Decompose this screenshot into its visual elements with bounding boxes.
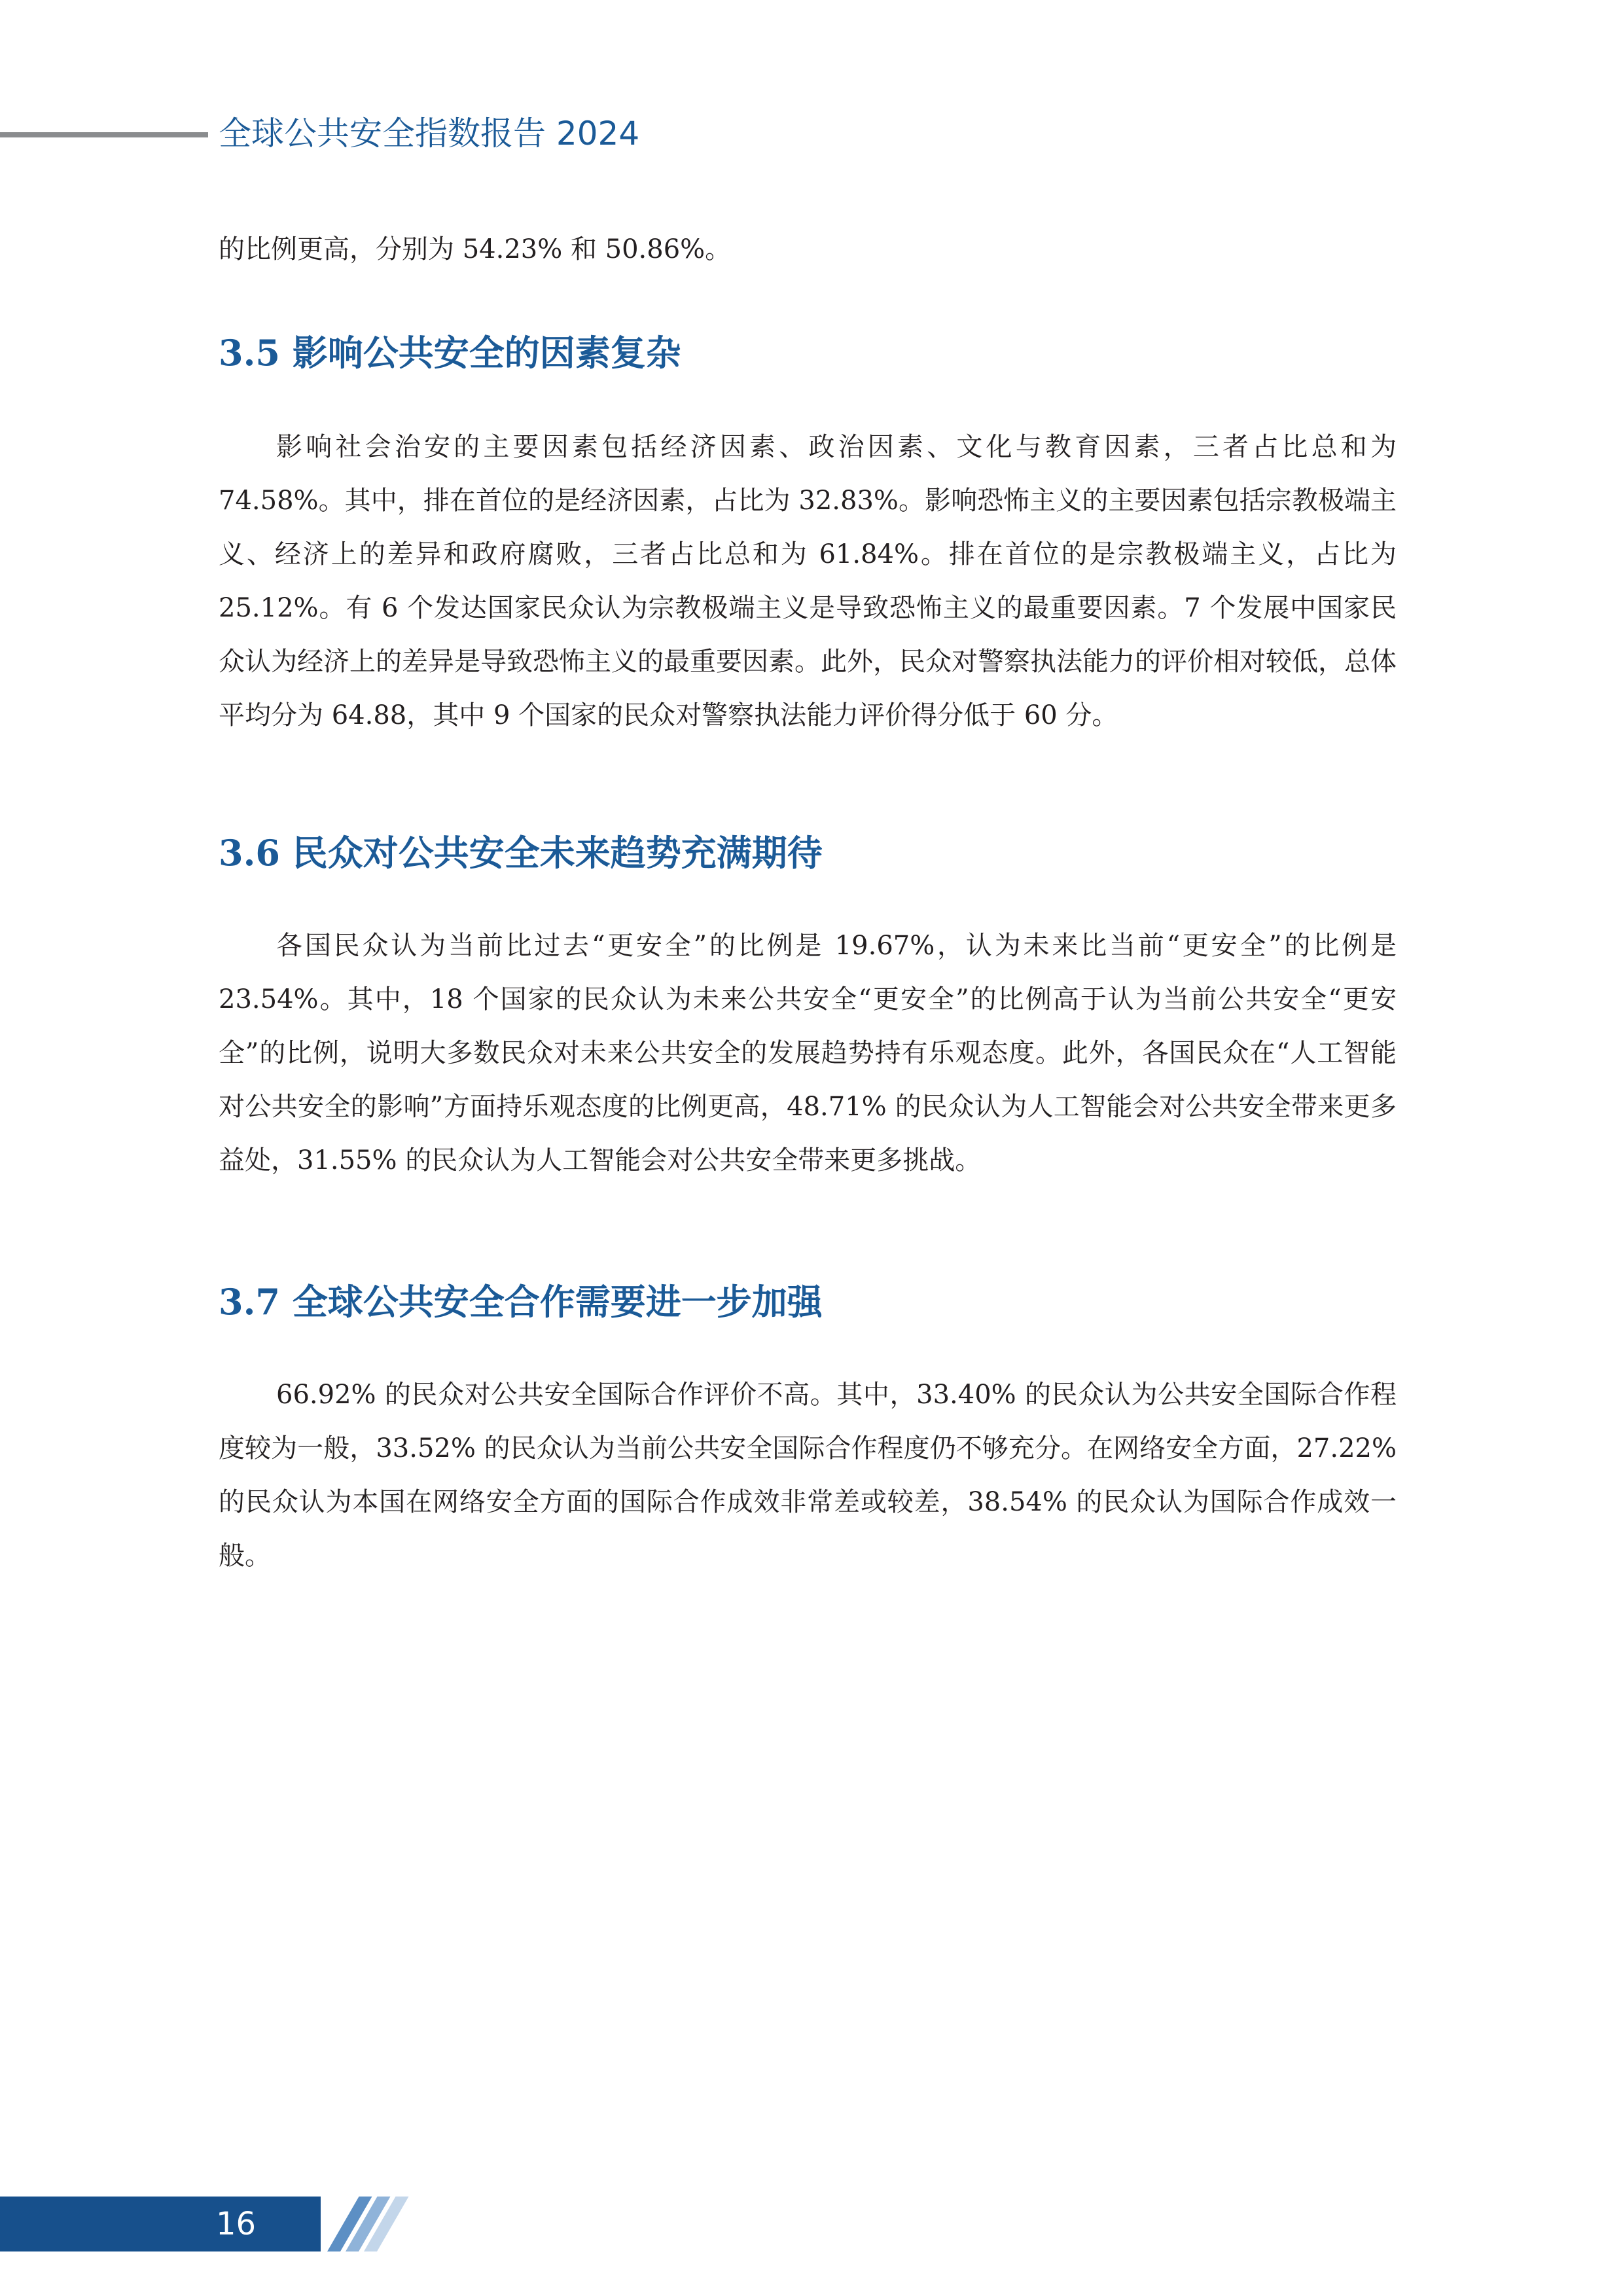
- section-paragraph-3-5: 影响社会治安的主要因素包括经济因素、政治因素、文化与教育因素，三者占比总和为 74.58%。其中，排在首位的是经济因素，占比为 32.83%。影响恐怖主义的主要因素包括宗教极端主义、经济上的差异和政府腐败，三者占比总和为 61.84%。排在首位的是宗教极端主义，占比为 25.12%。有 6 个发达国家民众认为宗教极端主义是导致恐怖主义的最重要因素。7 个发展中国家民众认为经济上的差异是导致恐怖主义的最重要因素。此外，民众对警察执法能力的评价相对较低，总体平均分为 64.88，其中 9 个国家的民众对警察执法能力评价得分低于 60 分。: [219, 432, 1397, 730]
- continuation-paragraph: 的比例更高，分别为 54.23% 和 50.86%。: [219, 234, 732, 264]
- section-heading-3-6: 3.6 民众对公共安全未来趋势充满期待: [219, 832, 823, 874]
- page-number: 16: [216, 2206, 257, 2242]
- header-rule: [0, 132, 208, 137]
- section-heading-3-5: 3.5 影响公共安全的因素复杂: [219, 332, 681, 374]
- section-paragraph-3-7: 66.92% 的民众对公共安全国际合作评价不高。其中，33.40% 的民众认为公共安全国际合作程度较为一般，33.52% 的民众认为当前公共安全国际合作程度仍不够充分。在网络安全方面，27.22% 的民众认为本国在网络安全方面的国际合作成效非常差或较差，38.54% 的民众认为国际合作成效一般。: [219, 1380, 1397, 1571]
- running-header-title: 全球公共安全指数报告 2024: [219, 115, 640, 152]
- section-paragraph-3-6: 各国民众认为当前比过去“更安全”的比例是 19.67%，认为未来比当前“更安全”的比例是 23.54%。其中，18 个国家的民众认为未来公共安全“更安全”的比例高于认为当前公共安全“更安全”的比例，说明大多数民众对未来公共安全的发展趋势持有乐观态度。此外，各国民众在“人工智能对公共安全的影响”方面持乐观态度的比例更高，48.71% 的民众认为人工智能会对公共安全带来更多益处，31.55% 的民众认为人工智能会对公共安全带来更多挑战。: [219, 931, 1397, 1175]
- footer-bar: [0, 2197, 321, 2251]
- section-heading-3-7: 3.7 全球公共安全合作需要进一步加强: [219, 1281, 823, 1323]
